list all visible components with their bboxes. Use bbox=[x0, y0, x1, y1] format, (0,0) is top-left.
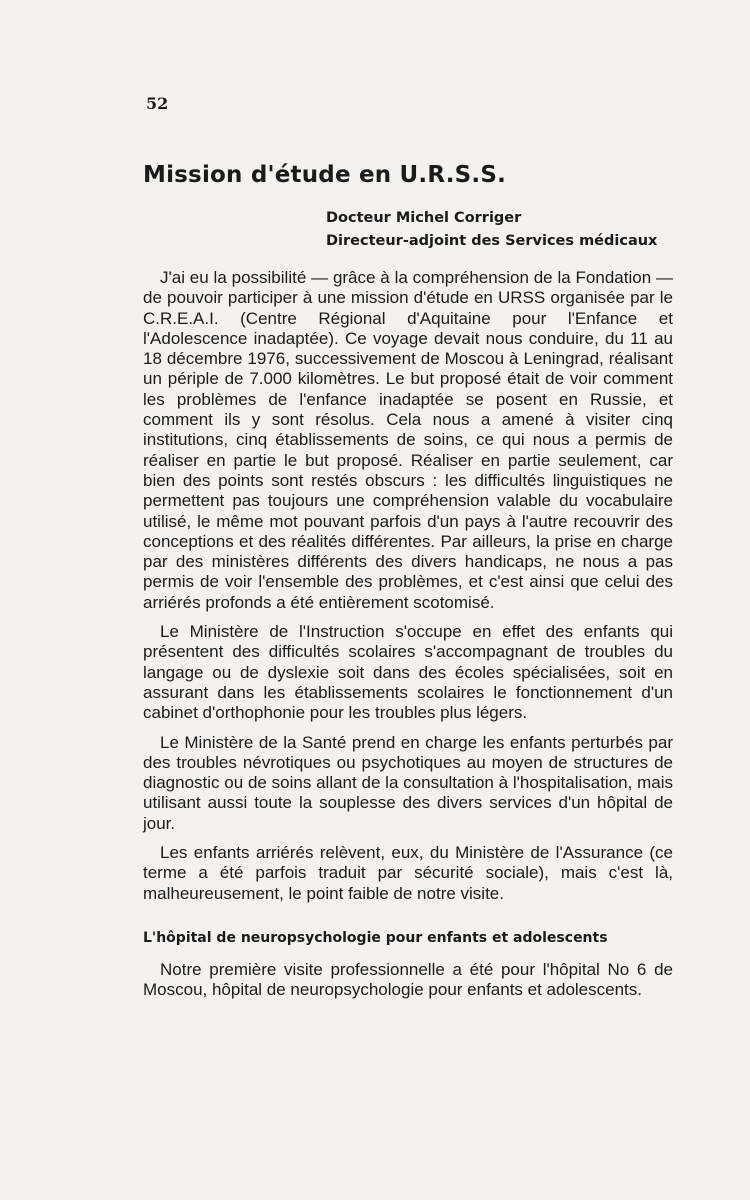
section-body bbox=[143, 960, 673, 1010]
section-heading: L'hôpital de neuropsychologie pour enfants et adolescents bbox=[143, 930, 608, 946]
paragraph: J'ai eu la possibilité — grâce à la compréhension de la Fondation — de pouvoir participer à une mission d'étude en URSS organisée par le C.R.E.A.I. (Centre Régional d'Aquitaine pour l'Enfance et l'Adolescence inadaptée). Ce voyage devait nous conduire, du 11 au 18 décembre 1976, successivement de Moscou à Leningrad, réalisant un périple de 7.000 kilomètres. Le but proposé était de voir comment les problèmes de l'enfance inadaptée se posent en Russie, et comment ils y sont résolus. Cela nous a amené à visiter cinq institutions, cinq établissements de soins, ce qui nous a permis de réaliser en partie le but proposé. Réaliser en partie seulement, car bien des points sont restés obscurs : les difficultés linguistiques ne permettent pas toujours une compréhension valable du vocabulaire utilisé, le même mot pouvant parfois d'un pays à l'autre recouvrir des conceptions et des réalités différentes. Par ailleurs, la prise en charge par des ministères différents des divers handicaps, ne nous a pas permis de voir l'ensemble des problèmes, et c'est ainsi que celui des arriérés profonds a été entièrement scotomisé. bbox=[143, 268, 673, 612]
paragraph: Le Ministère de l'Instruction s'occupe en effet des enfants qui présentent des difficultés scolaires s'accompagnant de troubles du langage ou de dyslexie soit dans des écoles spécialisées, soit en assurant dans les établissements scolaires le fonctionnement d'un cabinet d'orthophonie pour les troubles plus légers. bbox=[143, 622, 673, 723]
article-title: Mission d'étude en U.R.S.S. bbox=[143, 162, 507, 188]
page-number: 52 bbox=[146, 94, 169, 113]
author-role: Directeur-adjoint des Services médicaux bbox=[326, 233, 658, 249]
author-byline bbox=[326, 207, 706, 253]
paragraph: Les enfants arriérés relèvent, eux, du Ministère de l'Assurance (ce terme a été parfois traduit par sécurité sociale), mais c'est là, malheureusement, le point faible de notre visite. bbox=[143, 843, 673, 903]
paragraph: Notre première visite professionnelle a été pour l'hôpital No 6 de Moscou, hôpital de neuropsychologie pour enfants et adolescents. bbox=[143, 960, 673, 1000]
paragraph: Le Ministère de la Santé prend en charge les enfants perturbés par des troubles névrotiques ou psychotiques au moyen de structures de diagnostic ou de soins allant de la consultation à l'hospitalisation, mais utilisant aussi toute la souplesse des divers services d'un hôpital de jour. bbox=[143, 732, 673, 833]
author-name: Docteur Michel Corriger bbox=[326, 210, 522, 226]
article-body bbox=[143, 268, 673, 913]
